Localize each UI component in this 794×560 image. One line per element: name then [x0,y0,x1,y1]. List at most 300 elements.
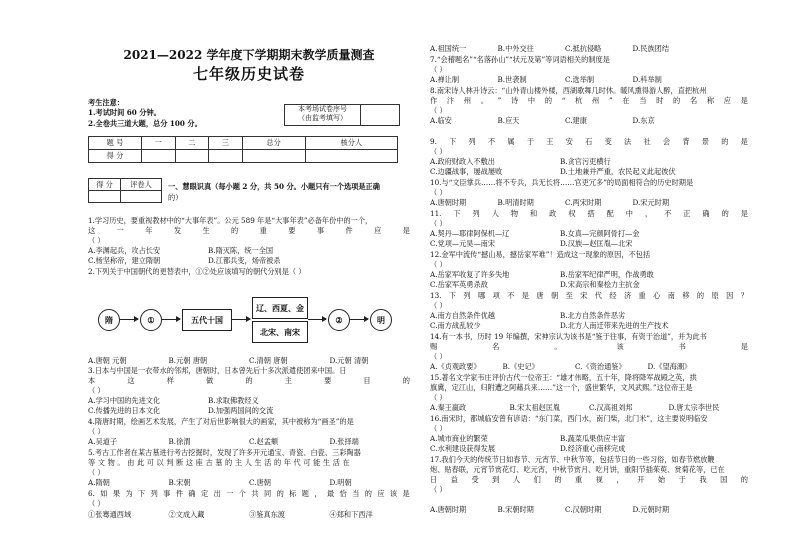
option-item: C.汉朝时期 [565,505,602,514]
options-row [88,356,410,365]
grader-cell[interactable] [121,191,162,203]
score-cell[interactable] [242,150,305,163]
option-item: B.宋太祖赵匡胤 [509,403,561,412]
question-12: 12.金军中流传“撼山易，撼岳家军难”！造成这一现象的原因，不包括 [430,250,651,259]
option-item: A.岳家军收复了许多失地 [430,270,510,279]
options-row [430,229,690,238]
text-glyph: 列 [472,209,480,218]
flow-arrow [162,319,180,320]
text-glyph: 做 [206,376,214,385]
text-glyph: 中 [527,96,536,105]
options-row [430,116,700,125]
question-16: 16.南宋时，都城临安曾有谚语：“东门菜，西门水，南门柴，北门米”，这主要说明临安 [430,414,708,423]
question-3-justified [88,376,410,385]
option-item: B.元朝 唐朝 [168,356,208,365]
option-item: D.元朝时期 [632,505,670,514]
text-glyph: 年 [145,226,153,235]
text-glyph: 于 [678,475,686,484]
left-column [88,0,410,560]
text-glyph: 济 [623,291,632,300]
text-glyph: 目 [363,376,371,385]
text-glyph: ” [497,96,502,105]
option-item: A.政府财政入不敷出 [430,157,495,166]
options-row [430,167,690,176]
text-glyph: 始 [657,475,666,484]
option-item: C.杨坚称帝，建立隋朝 [88,256,161,265]
text-glyph: 如 [100,489,108,498]
question-5: 5.考古工作者在某古墓进行考古挖掘时，发现了许多开元通宝、青瓷、白瓷、三彩陶器 [88,448,361,457]
text-glyph: 名 [492,342,500,351]
option-item: C.水利建设获得发展 [430,444,496,453]
flow-arrow [120,319,138,320]
text-glyph: 一 [116,226,124,235]
options-row [88,478,410,487]
question-9-justified [430,137,748,146]
options-row [430,444,690,453]
text-glyph: 的 [231,226,239,235]
option-item: A.契丹—耶律阿保机—辽 [430,229,510,238]
question-10: 10.与“文臣掌兵……将不专兵，兵无长将……官吏冗多”的局面相符合的历史时期是 [430,178,694,187]
text-glyph: 朝 [550,291,559,300]
question-1-justified [88,226,410,235]
question-7: 7.“会稽题名”“名落孙山”“状元及第”等词语相关的制度是 [430,55,610,64]
text-glyph: 不 [664,209,672,218]
text-glyph: 社 [643,137,651,146]
option-item: C.抵抗侵略 [565,44,602,53]
option-item: C.两宋时期 [565,198,602,207]
option-item: C.岳家军英勇杀敌 [430,280,488,289]
text-glyph: 唐 [536,291,544,300]
options-row [430,362,720,371]
flow-node: 辽、西夏、金 [252,297,308,319]
text-glyph: 日 [430,475,438,484]
text-glyph: 王 [546,137,554,146]
option-item: A.唐朝时期 [430,198,467,207]
text-glyph: 的 [245,376,253,385]
text-glyph: “ [561,96,566,105]
text-glyph: 安 [565,137,573,146]
option-item: A.南方自然条件优越 [430,311,495,320]
options-row [88,396,328,405]
grader-table [88,178,162,203]
text-glyph: 的 [402,376,410,385]
text-glyph: 的 [696,291,705,300]
question-1: 1.学习历史，要重视教材中的“大事年表”。公元 589 年是“大事年表”必备年份中的一个， [88,216,373,225]
text-glyph: 发 [173,226,182,235]
text-glyph: 物 [510,209,519,218]
score-header: 一 [142,137,176,150]
text-glyph: 该 [389,489,398,498]
option-item: B.岳家军纪律严明，作战勇敢 [560,270,654,279]
option-item: D.唐太宗李世民 [668,403,720,412]
options-row [430,270,690,279]
answer-bracket: （ ） [430,260,447,269]
text-glyph: 列 [150,489,158,498]
text-glyph: 要 [324,376,332,385]
answer-bracket: （ ） [88,427,105,436]
text-glyph: 哪 [478,291,486,300]
text-glyph: 配 [606,209,614,218]
text-glyph: 景 [701,137,709,146]
option-item: D.东京 [632,116,655,125]
text-glyph: 13. [430,291,442,300]
flow-node: ② [328,309,350,331]
score-header: 题 号 [89,137,142,150]
dynasty-flowchart [88,293,410,353]
option-item: B.中外交往 [497,44,534,53]
options-row [430,505,700,514]
text-glyph: 确 [702,209,710,218]
text-glyph: 移 [682,291,690,300]
option-item: ②文成入藏 [168,510,205,519]
options-row [88,246,328,255]
question-5-cont: 等文物。由此可以判断这座古墓的主人生活的年代可能生活在 [88,458,353,467]
options-row [430,280,690,289]
text-glyph: 原 [711,291,719,300]
option-item: B.宋朝时期 [497,505,534,514]
text-glyph: 同 [263,489,272,498]
text-glyph: 应 [723,96,731,105]
answer-bracket: （ ） [430,485,447,494]
text-glyph: 宋 [580,291,588,300]
text-glyph: 杭 [575,96,583,105]
section-heading: 一、慧眼识真（每小题 2 分，共 50 分。小题只有一个选项是正确 [168,182,380,191]
score-cell[interactable] [175,150,209,163]
options-row [88,510,410,519]
option-item: B.徐渭 [168,437,191,446]
options-row [88,437,410,446]
text-glyph: 重 [259,226,267,235]
option-item: D.明朝 [329,478,352,487]
option-item: A.临安 [430,116,452,125]
option-item: D.张择端 [329,437,359,446]
option-item: D.加强两国间的交流 [208,406,274,415]
text-glyph: 定 [201,489,209,498]
text-glyph: 应 [377,489,385,498]
answer-bracket: （ ） [430,147,447,156]
text-glyph: 和 [530,209,538,218]
text-glyph: 于 [526,137,535,146]
grader-cell[interactable] [89,191,121,203]
text-glyph: 11. [430,209,442,218]
text-glyph: 下 [138,489,146,498]
answer-bracket: （ ） [88,386,105,395]
option-item: D.宋元时期 [632,198,670,207]
option-item: D.经济重心南移完成 [560,444,626,453]
text-glyph: 开 [637,475,645,484]
option-item: A.《贞观政要》 [430,362,481,371]
score-table [88,136,398,163]
answer-bracket: （ ） [430,219,447,228]
text-glyph: 本 [88,376,96,385]
score-cell[interactable] [142,150,176,163]
options-row [430,44,700,53]
option-item: D.宋高宗和秦桧力主抗金 [560,280,640,289]
seat-box-line: （由监考填写） [298,113,347,122]
text-glyph: 件 [345,226,353,235]
text-glyph: 法 [624,137,632,146]
option-item: A.隋朝 [88,478,110,487]
question-4: 4.隋唐时期，绘画艺术发展，产生了对后世影响很大的画家，其中被称为“画圣”的是 [88,417,354,426]
text-glyph: 不 [487,137,496,146]
text-glyph: 的 [554,475,562,484]
text-glyph: 果 [112,489,121,498]
option-item: B.应天 [497,116,520,125]
text-glyph: 正 [683,209,691,218]
right-column [430,0,756,560]
question-8: 8.南宋诗人林升诗云：“山外青山楼外楼，西湖歌舞几时休。暖风熏得游人醉，直把杭州 [430,86,707,95]
option-item: B.北方自然条件恶劣 [560,311,626,320]
text-glyph: 搭 [587,209,595,218]
options-row [430,198,700,207]
score-cell[interactable] [305,150,397,163]
notice-heading: 考生注意： [88,98,124,107]
score-header: 总分 [242,137,305,150]
options-row [430,434,690,443]
flow-arrow [232,319,250,320]
option-item: A.城市商业的繁荣 [430,434,488,443]
text-glyph: 的 [673,96,681,105]
text-glyph: 经 [609,291,617,300]
question-14: 14.有一本书，历时 19 年编撰，宋神宗认为该书是“鉴于往事，有资于治道”，并为此书 [430,332,707,341]
text-glyph: 下 [448,291,457,300]
text-glyph: ， [616,475,624,484]
text-glyph: 书 [678,342,686,351]
option-item: C.《资治通鉴》 [575,362,626,371]
answer-bracket: （ ） [430,106,447,115]
text-glyph: 列 [468,137,476,146]
text-glyph: 视 [595,475,603,484]
text-glyph: 会 [662,137,671,146]
answer-bracket: （ ） [430,65,447,74]
score-row-label: 得 分 [89,150,142,163]
option-item: A.学习中国的先进文化 [88,396,161,405]
text-glyph: 事 [163,489,171,498]
text-glyph: 该 [616,342,624,351]
text-glyph: 至 [565,291,573,300]
option-item: B.《史记》 [502,362,539,371]
question-3: 3.日本与中国是一衣带水的邻邦，唐朝时，日本曾先后十多次派遣使团来中国。日 [88,366,347,375]
text-glyph: 国 [720,475,728,484]
text-glyph: 最 [326,489,335,498]
text-glyph: 属 [507,137,515,146]
option-item: A.秦王嬴政 [430,403,467,412]
option-item: D.元朝 清朝 [329,356,369,365]
text-glyph: 出 [213,489,221,498]
text-glyph: 共 [251,489,259,498]
option-item: A.吴道子 [88,437,118,446]
options-row [430,75,700,84]
text-glyph: 6. [88,489,95,498]
text-glyph: 汴 [446,96,455,105]
question-14-justified [430,342,748,351]
option-item: C.建康 [565,116,587,125]
question-15: 15.著名文学家韦庄评价古代一位帝王：“雄才伟略，五十年，降将降军战殿之英，拱 [430,373,697,382]
text-glyph: 。 [480,96,488,105]
section-heading-cont: 的） [168,193,183,202]
text-glyph: 称 [706,96,715,105]
text-glyph: 们 [533,475,541,484]
text-glyph: 时 [656,96,664,105]
text-glyph: 的 [721,137,729,146]
options-row [430,239,690,248]
notice-item: 1.考试时间 60 分钟。 [88,108,161,117]
text-glyph: 一 [226,489,234,498]
text-glyph: 南 [667,291,675,300]
text-glyph: 是 [740,209,748,218]
seat-number-field[interactable] [360,104,400,126]
text-glyph: 在 [622,96,630,105]
option-item: A.禅让制 [430,75,460,84]
text-glyph: 确 [188,489,196,498]
text-glyph: 权 [568,209,576,218]
text-glyph: 州 [463,96,472,105]
flow-arrow [350,319,368,320]
question-11-justified [430,209,748,218]
text-glyph: 事 [316,226,325,235]
flow-node: 明 [370,309,392,331]
option-item: B.蔬菜瓜果供应丰富 [560,434,626,443]
text-glyph: 下 [453,209,461,218]
text-glyph: 是 [402,489,410,498]
text-glyph: 诗 [511,96,519,105]
option-item: D.科举制 [632,75,662,84]
text-glyph: 应 [374,226,382,235]
option-item: A.唐朝 元朝 [88,356,127,365]
score-header: 二 [175,137,209,150]
option-item: A.李渊起兵，攻占长安 [88,246,161,255]
option-item: D.《望海潮》 [647,362,692,371]
text-glyph: ， [644,209,653,218]
option-item: C.唐朝 [249,478,271,487]
option-item: D.汉族—赵匡胤—北宋 [560,239,633,248]
option-item: B.宋朝 [168,478,191,487]
text-glyph: 人 [512,475,521,484]
text-glyph: 是 [740,137,748,146]
text-glyph: 件 [175,489,184,498]
text-glyph: 重 [638,291,646,300]
text-glyph: 为 [125,489,133,498]
text-glyph: 当 [352,489,360,498]
option-item: ④郑和下西洋 [329,510,373,519]
exam-title: 2021—2022 学年度下学期期末教学质量测查 [123,48,375,62]
text-glyph: 赐 [430,342,438,351]
options-row [88,256,328,265]
text-glyph: 作 [430,96,438,105]
seat-box-line: 本考场试卷序号 [298,105,347,113]
text-glyph: 主 [284,376,292,385]
text-glyph: 9. [430,137,437,146]
options-row [430,311,690,320]
text-glyph: 项 [492,291,500,300]
text-glyph: 题 [301,489,309,498]
text-glyph: 州 [592,96,600,105]
options-row [88,406,328,415]
text-glyph: 的 [544,96,553,105]
question-15-cont: 旗冀，定江山，归附遭之阿藉兵来……”这一个，盛世繁华，文风武熙。”这位帝王是 [430,383,693,392]
option-item: A.祖国统一 [430,44,467,53]
text-glyph: 到 [492,475,500,484]
question-8-justified [430,96,748,105]
option-item: D.江都兵变，炀帝被杀 [208,256,281,265]
text-glyph: 政 [549,209,557,218]
text-glyph: 背 [682,137,690,146]
seat-number-label [284,104,361,126]
exam-subtitle: 七年级历史试卷 [192,65,305,83]
flow-arrow [308,319,326,320]
text-glyph: 样 [166,376,174,385]
option-item: C.选举制 [565,75,595,84]
text-glyph: 是 [740,342,748,351]
flow-node: ① [140,309,162,331]
option-item: D.土地兼并严重，农民起义此起彼伏 [560,167,676,176]
text-glyph: ， [314,489,322,498]
text-glyph: 这 [88,226,96,235]
text-glyph: 的 [276,489,284,498]
option-item: C.南方战乱较少 [430,321,481,330]
option-item: C.传播先进的日本文化 [88,406,161,415]
text-glyph: 的 [721,209,729,218]
score-header: 三 [209,137,243,150]
text-glyph: 标 [289,489,297,498]
text-glyph: 中 [625,209,633,218]
option-item: ③鉴真东渡 [249,510,285,519]
option-item: C.边疆战事，屡战屡败 [430,167,503,176]
grader-header: 评卷人 [121,179,162,191]
text-glyph: 人 [491,209,499,218]
text-glyph: 是 [402,226,410,235]
option-item: ①张骞通西域 [88,510,132,519]
flow-node: 北宋、南宋 [252,321,308,343]
text-glyph: ” [608,96,613,105]
option-item: B.女真—完颜阿骨打—金 [560,229,640,238]
option-item: D.北方人南迁带来先进的生产技术 [560,321,669,330]
text-glyph: 生 [202,226,210,235]
option-item: C.党项—元昊—南宋 [430,239,496,248]
notice-item: 2.全卷共三道大题，总分 100 分。 [88,119,202,128]
score-cell[interactable] [209,150,243,163]
question-17-justified [430,475,748,484]
answer-bracket: （ ） [430,188,447,197]
option-item: B.明清时期 [497,198,534,207]
question-6-justified [88,489,410,498]
text-glyph: ？ [740,291,748,300]
grader-header: 得 分 [89,179,121,191]
text-glyph: 个 [238,489,246,498]
text-glyph: 下 [449,137,457,146]
text-glyph: 这 [127,376,135,385]
text-glyph: 我 [699,475,707,484]
text-glyph: 受 [471,475,479,484]
question-13-justified [430,291,748,300]
option-item: D.民族团结 [632,44,670,53]
text-glyph: 的 [364,489,372,498]
text-glyph: 代 [594,291,602,300]
text-glyph: 石 [585,137,593,146]
text-glyph: 名 [689,96,698,105]
option-item: B.求取佛教经义 [208,396,259,405]
options-row [430,403,748,412]
option-item: C.赵孟頫 [249,437,279,446]
text-glyph: 当 [639,96,647,105]
answer-bracket: （ ） [430,301,447,310]
answer-bracket: （ ） [430,424,447,433]
text-glyph: 心 [653,291,661,300]
text-glyph: 重 [575,475,583,484]
text-glyph: 是 [521,291,529,300]
answer-bracket: （ ） [88,236,105,245]
text-glyph: 的 [740,475,748,484]
